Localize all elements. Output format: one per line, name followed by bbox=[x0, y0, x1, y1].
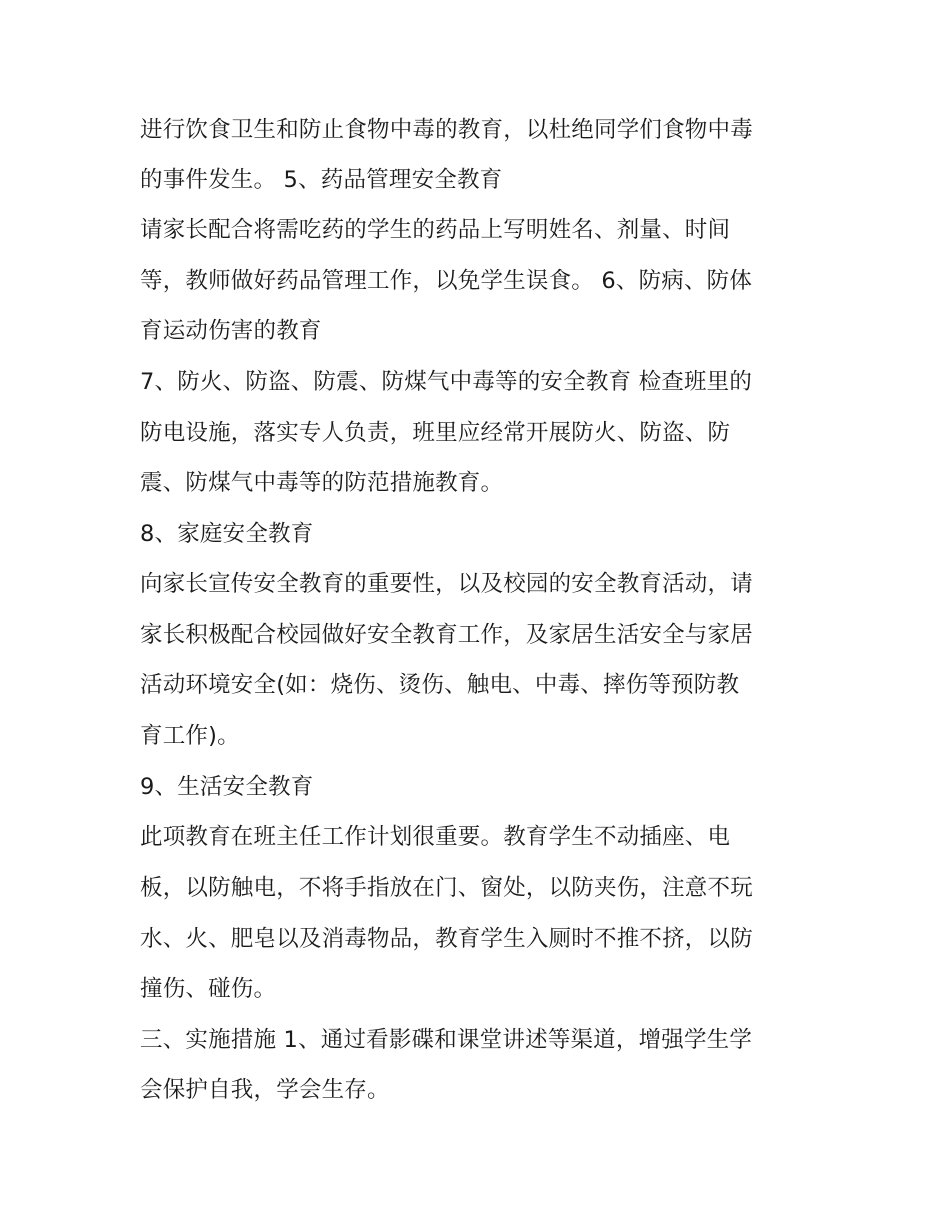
text-line: 会保护自我，学会生存。 bbox=[140, 1077, 390, 1103]
text-line: 家长积极配合校园做好安全教育工作，及家居生活安全与家居 bbox=[140, 622, 753, 648]
text-line: 撞伤、碰伤。 bbox=[140, 976, 277, 1002]
text-line: 三、实施措施 1、通过看影碟和课堂讲述等渠道，增强学生学 bbox=[140, 1027, 753, 1053]
text-line: 此项教育在班主任工作计划很重要。教育学生不动插座、电 bbox=[140, 824, 731, 850]
text-line: 育工作)。 bbox=[140, 723, 240, 749]
text-line: 水、火、肥皂以及消毒物品，教育学生入厕时不推不挤，以防 bbox=[140, 926, 753, 952]
text-line: 板，以防触电，不将手指放在门、窗处，以防夹伤，注意不玩 bbox=[140, 875, 753, 901]
text-line: 等，教师做好药品管理工作，以免学生误食。 6、防病、防体 bbox=[140, 268, 753, 294]
text-line: 9、生活安全教育 bbox=[140, 774, 314, 800]
text-line: 活动环境安全(如：烧伤、烫伤、触电、中毒、摔伤等预防教 bbox=[140, 672, 740, 698]
text-line: 震、防煤气中毒等的防范措施教育。 bbox=[140, 470, 504, 496]
text-line: 的事件发生。 5、药品管理安全教育 bbox=[140, 167, 503, 193]
text-line: 防电设施，落实专人负责，班里应经常开展防火、防盗、防 bbox=[140, 420, 731, 446]
text-line: 请家长配合将需吃药的学生的药品上写明姓名、剂量、时间 bbox=[140, 217, 731, 243]
text-line: 8、家庭安全教育 bbox=[140, 521, 314, 547]
text-line: 向家长宣传安全教育的重要性，以及校园的安全教育活动，请 bbox=[140, 571, 753, 597]
text-line: 育运动伤害的教育 bbox=[140, 318, 322, 344]
text-line: 进行饮食卫生和防止食物中毒的教育，以杜绝同学们食物中毒 bbox=[140, 117, 753, 143]
text-line: 7、防火、防盗、防震、防煤气中毒等的安全教育 检查班里的 bbox=[140, 369, 753, 395]
